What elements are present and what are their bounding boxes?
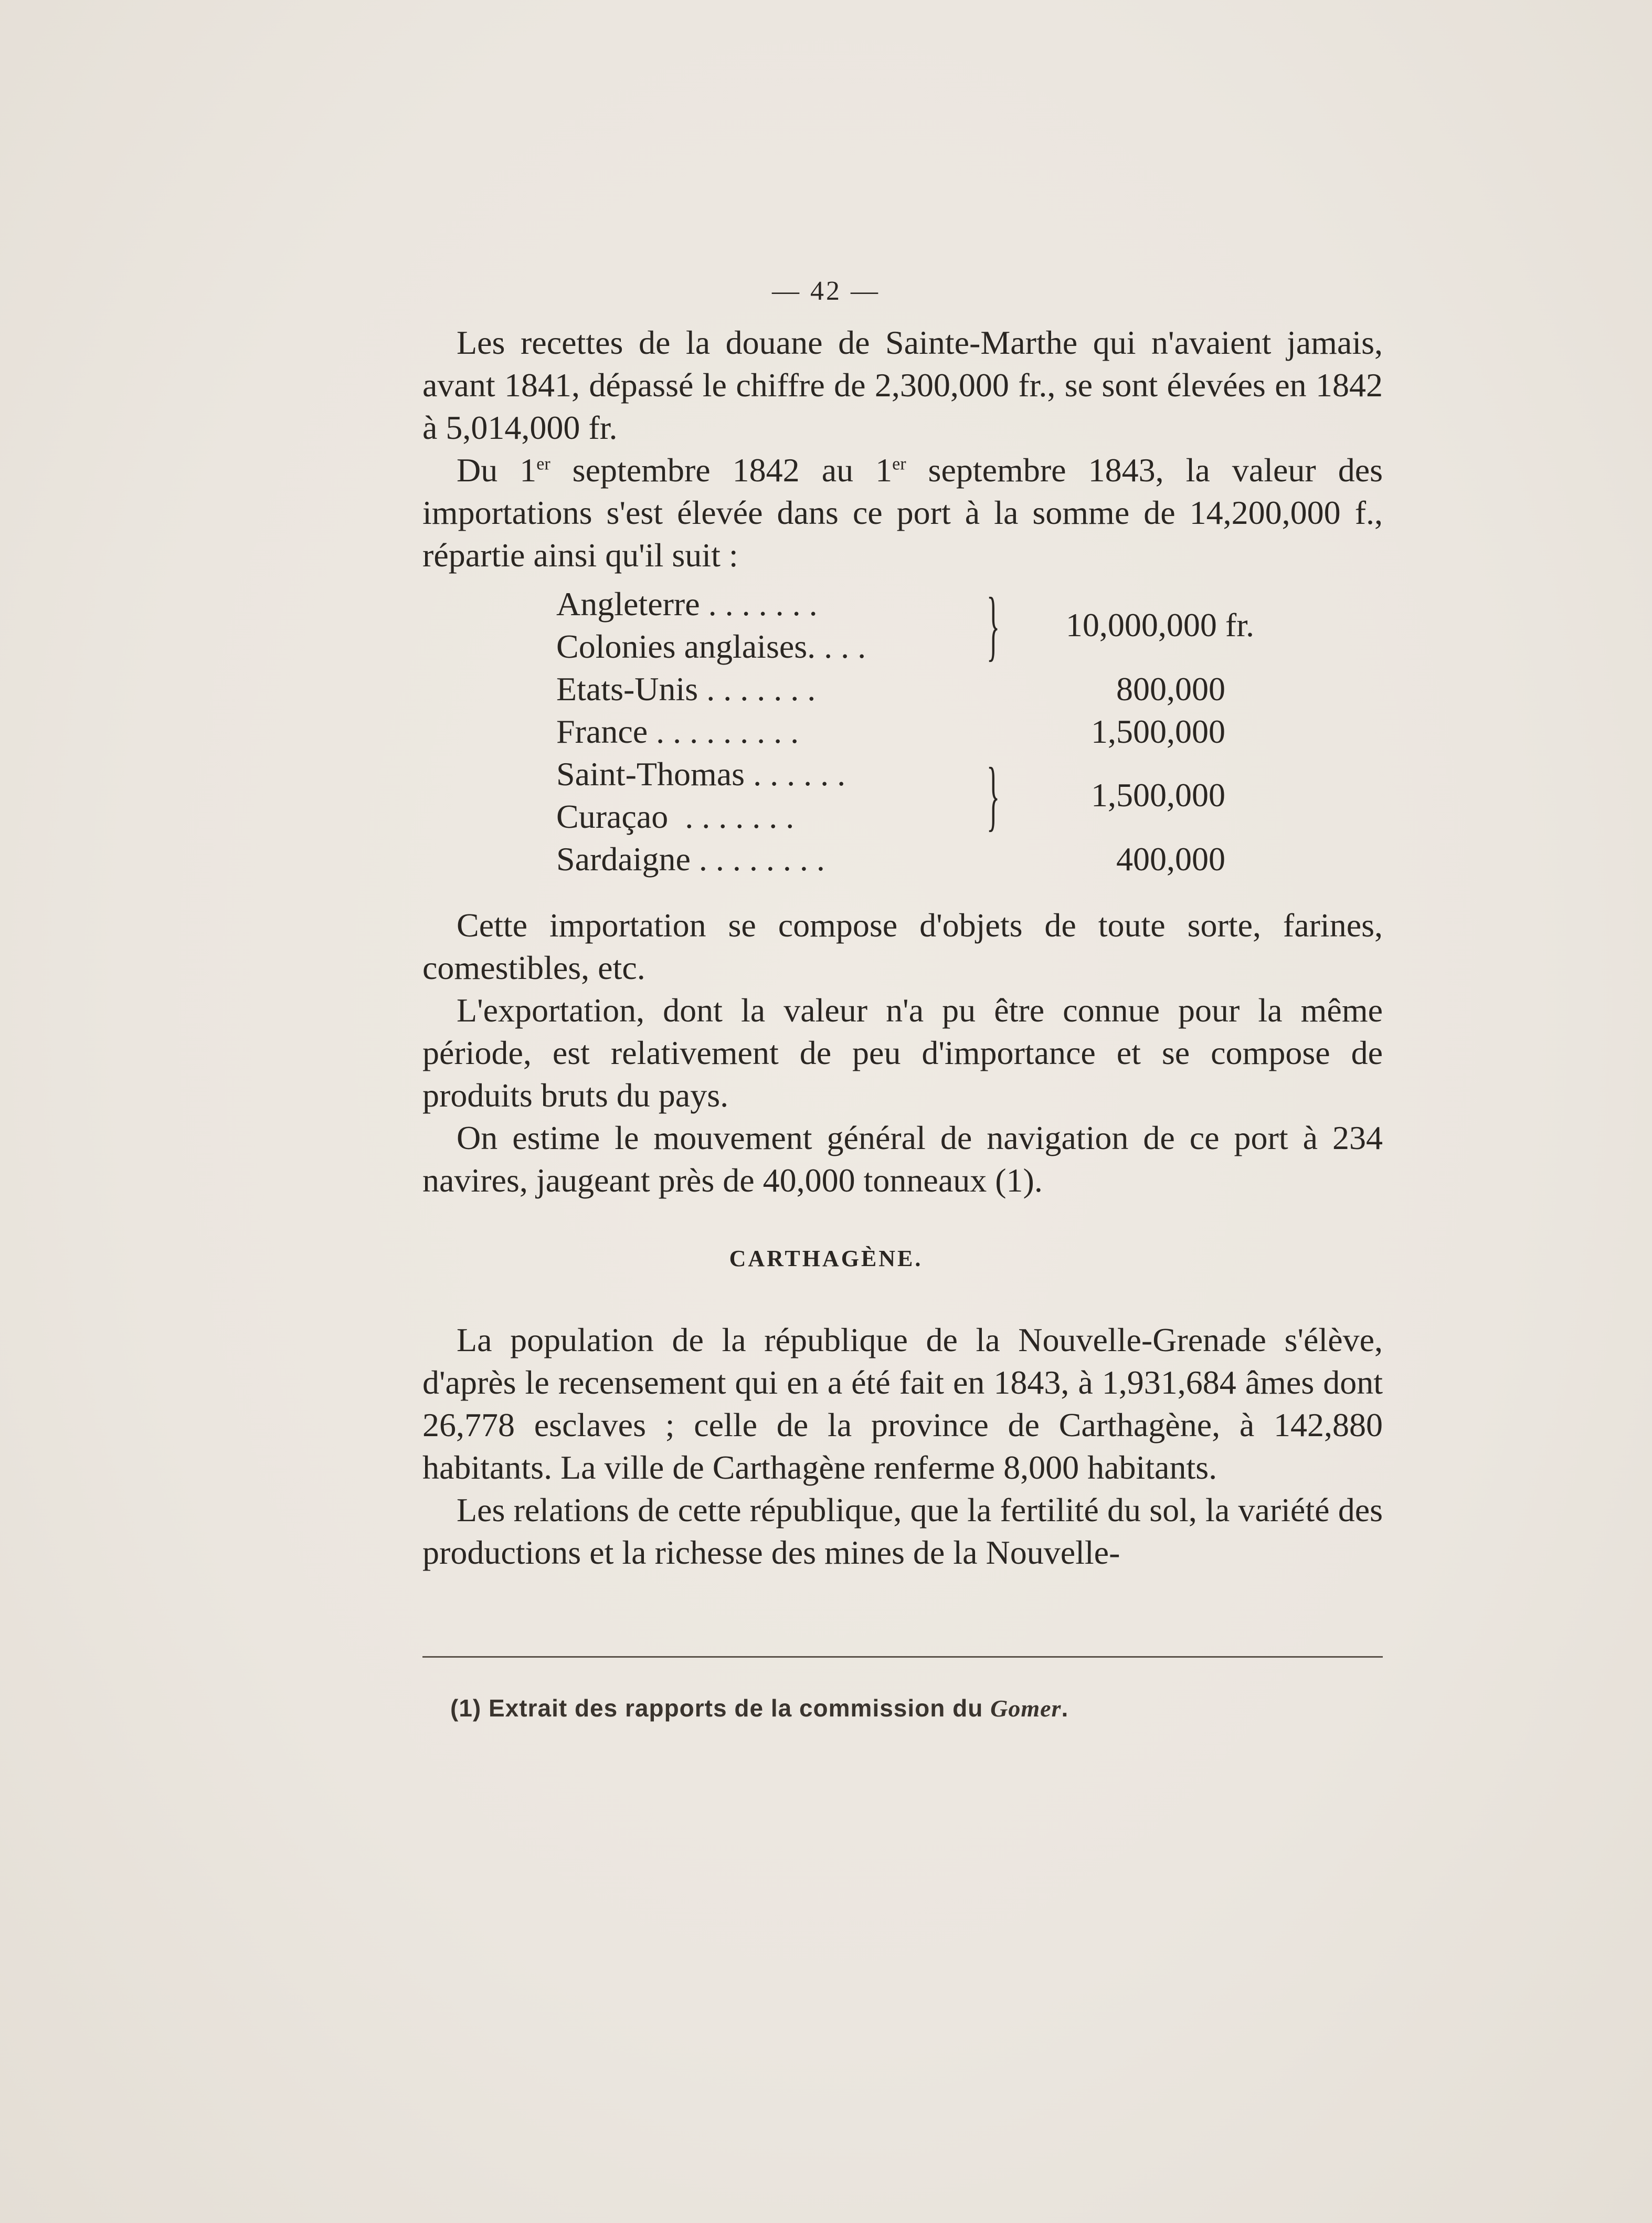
country-name: Saint-Thomas . . . . . . <box>556 755 846 793</box>
imports-group-antilles <box>556 753 1254 838</box>
paragraph-customs-receipts: Les recettes de la douane de Sainte-Marthe qui n'avaient jamais, avant 1841, dépassé le chiffre de 2,300,000 fr., se sont élevées en 1842 à 5,014,000 fr. <box>422 324 1383 446</box>
page-number: — 42 — <box>772 276 880 306</box>
carthagene-text <box>422 1319 1383 1574</box>
country-name: Angleterre . . . . . . . <box>556 585 818 623</box>
brace-symbol: } <box>987 752 1000 839</box>
paragraph-import-composition: Cette importation se compose d'objets de toute sorte, farines, comestibles, etc. <box>422 907 1383 986</box>
footnote-rule <box>422 1656 1383 1658</box>
country-name: Colonies anglaises. . . . <box>556 628 866 665</box>
import-value: 1,500,000 <box>1091 713 1225 750</box>
country-name: Curaçao . . . . . . . <box>556 798 795 835</box>
intro-text <box>422 321 1383 576</box>
import-value: 10,000,000 fr. <box>1065 606 1254 644</box>
imports-row-usa <box>556 668 1254 710</box>
country-name: Sardaigne . . . . . . . . <box>556 840 825 878</box>
brace-symbol: } <box>987 582 1000 669</box>
imports-row-france <box>556 710 1254 753</box>
import-value: 400,000 <box>1116 840 1225 878</box>
country-name: France . . . . . . . . . <box>556 713 799 750</box>
country-name: Etats-Unis . . . . . . . <box>556 670 816 708</box>
import-value: 800,000 <box>1116 670 1225 708</box>
paragraph-imports-value: Du 1er septembre 1842 au 1er septembre 1843, la valeur des importations s'est élevée dans ce port à la somme de 14,200,000 f., répartie ainsi qu'il suit : <box>422 451 1383 574</box>
section-title: CARTHAGÈNE. <box>729 1246 923 1271</box>
imports-group-england <box>556 583 1254 668</box>
trade-text <box>422 904 1383 1202</box>
paragraph-population: La population de la république de la Nouvelle-Grenade s'élève, d'après le recensement qui en a été fait en 1843, à 1,931,684 âmes dont 26,778 esclaves ; celle de la province de Carthagène, à 142,880 habitants. La ville de Carthagène renferme 8,000 habitants. <box>422 1321 1383 1486</box>
footnote: (1) Extrait des rapports de la commission du Gomer. <box>450 1694 1069 1722</box>
imports-row-sardinia <box>556 838 1254 880</box>
paragraph-navigation: On estime le mouvement général de navigation de ce port à 234 navires, jaugeant près de 40,000 tonneaux (1). <box>422 1119 1383 1199</box>
paragraph-relations: Les relations de cette république, que la fertilité du sol, la variété des productions et la richesse des mines de la Nouvelle- <box>422 1491 1383 1571</box>
import-value: 1,500,000 <box>1091 776 1225 814</box>
imports-table <box>556 583 1254 880</box>
paragraph-exports: L'exportation, dont la valeur n'a pu être connue pour la même période, est relativement de peu d'importance et se compose de produits bruts du pays. <box>422 992 1383 1114</box>
